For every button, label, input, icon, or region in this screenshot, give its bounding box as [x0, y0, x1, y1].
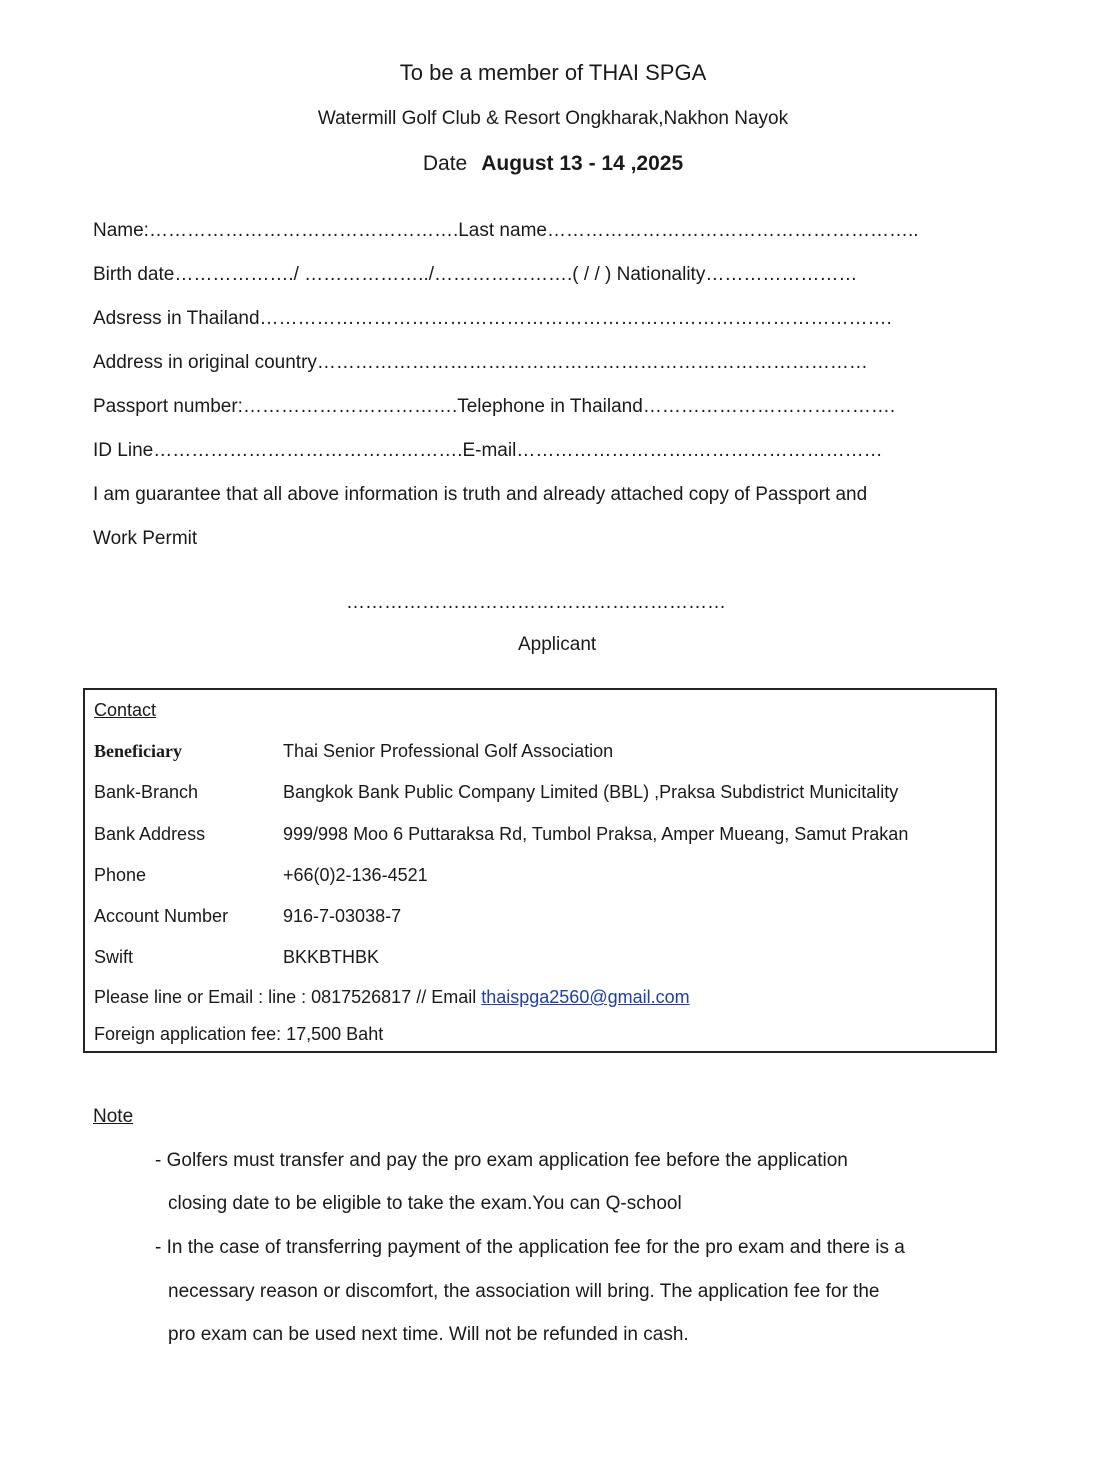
phone-label: Phone: [94, 865, 147, 885]
beneficiary-value: Thai Senior Professional Golf Association: [283, 741, 614, 761]
line-email-text: Please line or Email : line : 0817526817 // Email: [94, 987, 482, 1007]
account-number-value: 916-7-03038-7: [283, 906, 402, 926]
form-line-address-thailand: Adsress in Thailand……………………………………………………………………………………….: [93, 308, 892, 329]
email-link[interactable]: thaispga2560@gmail.com: [481, 987, 690, 1007]
phone-value: +66(0)2-136-4521: [283, 865, 428, 885]
venue-line: Watermill Golf Club & Resort Ongkharak,Nakhon Nayok: [317, 108, 789, 129]
contact-box: [83, 688, 997, 1053]
bank-address-label: Bank Address: [94, 824, 206, 844]
line-email-row: [94, 987, 690, 1008]
swift-label: Swift: [94, 947, 134, 967]
form-line-idline: ID Line………………………………………….E-mail……………………….…………………………: [93, 440, 883, 461]
beneficiary-label: Beneficiary: [94, 741, 182, 761]
guarantee-text: I am guarantee that all above information is truth and already attached copy of Passport and: [93, 484, 868, 505]
account-number-label: Account Number: [94, 906, 229, 926]
note-line-1: - Golfers must transfer and pay the pro exam application fee before the application: [155, 1150, 848, 1171]
form-line-address-original: Address in original country……………………………………………………………………………: [93, 352, 868, 373]
form-line-passport: Passport number:…………………………….Telephone in Thailand………………………………….: [93, 396, 896, 417]
swift-value: BKKBTHBK: [283, 947, 380, 967]
event-date: [0, 152, 1106, 176]
date-label: Date: [422, 152, 468, 175]
bank-branch-value: Bangkok Bank Public Company Limited (BBL) ,Praksa Subdistrict Municitality: [283, 782, 899, 802]
bank-branch-label: Bank-Branch: [94, 782, 199, 802]
signature-line: ……………………………………………………: [346, 592, 726, 613]
note-line-5: pro exam can be used next time. Will not be refunded in cash.: [168, 1324, 689, 1345]
application-fee: Foreign application fee: 17,500 Baht: [94, 1024, 384, 1044]
note-line-3: - In the case of transferring payment of the application fee for the pro exam and there is a: [155, 1237, 905, 1258]
date-value: August 13 - 14 ,2025: [481, 152, 684, 175]
note-heading: Note: [93, 1106, 134, 1127]
page-title: To be a member of THAI SPGA: [399, 60, 707, 85]
applicant-label: Applicant: [518, 634, 597, 655]
bank-address-value: 999/998 Moo 6 Puttaraksa Rd, Tumbol Praksa, Amper Mueang, Samut Prakan: [283, 824, 909, 844]
note-line-4: necessary reason or discomfort, the association will bring. The application fee for the: [168, 1281, 880, 1302]
contact-heading: Contact: [94, 700, 157, 720]
guarantee-text-2: Work Permit: [93, 528, 198, 549]
form-line-birth: Birth date………………./ ………………../………………….( / / ) Nationality……………………: [93, 264, 858, 285]
form-line-name: Name:………………………………………….Last name…………………………………………………..: [93, 220, 919, 241]
note-line-2: closing date to be eligible to take the exam.You can Q-school: [168, 1193, 682, 1214]
